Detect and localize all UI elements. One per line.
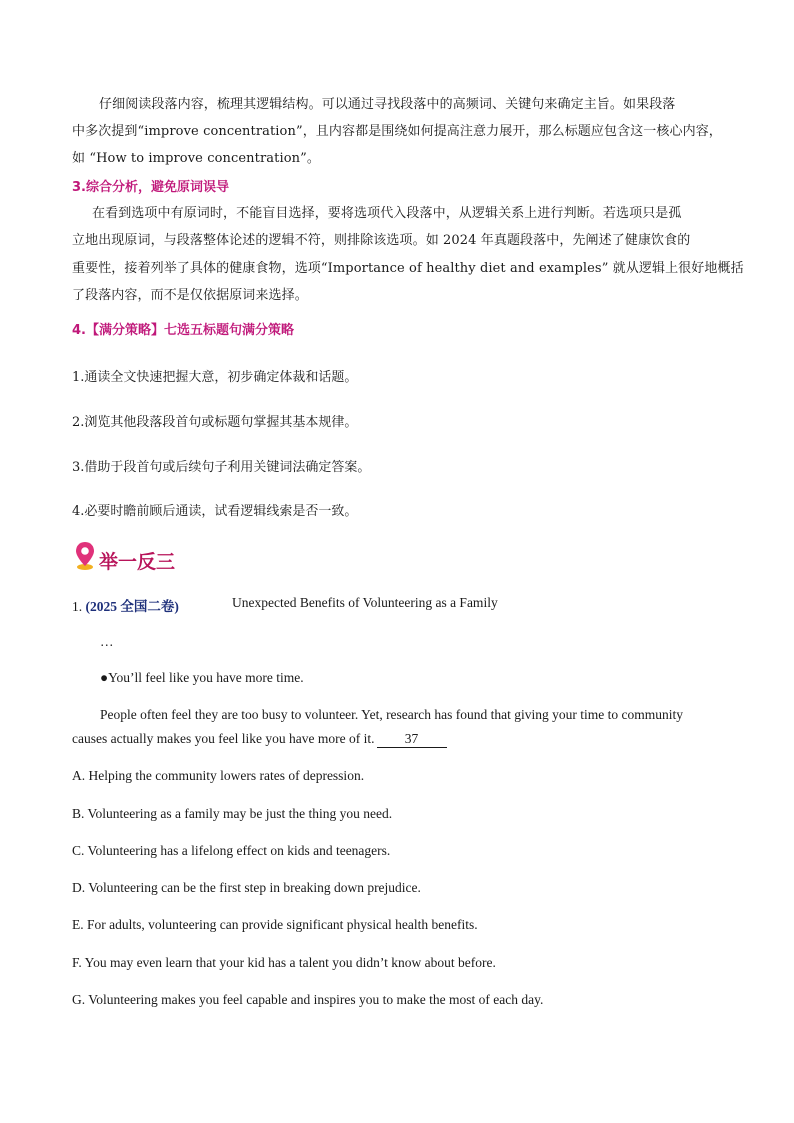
option-a: A. Helping the community lowers rates of depression. [72, 768, 365, 783]
step-3: 3.借助于段首句或后续句子利用关键词法确定答案。 [72, 460, 371, 475]
question-header [72, 595, 179, 615]
step-4: 4.必要时瞻前顾后通读，试看逻辑线索是否一致。 [72, 504, 358, 519]
step-2: 2.浏览其他段落段首句或标题句掌握其基本规律。 [72, 415, 358, 430]
passage-title: Unexpected Benefits of Volunteering as a Family [232, 595, 498, 610]
answer-blank-37[interactable]: 37 [377, 731, 447, 748]
analysis-line-1: 在看到选项中有原词时，不能盲目选择，要将选项代入段落中，从逻辑关系上进行判断。若选项只是孤 [92, 206, 682, 221]
intro-line-2: 中多次提到“improve concentration”，且内容都是围绕如何提高注意力展开，那么标题应包含这一核心内容， [72, 124, 722, 139]
option-d: D. Volunteering can be the first step in breaking down prejudice. [72, 880, 421, 895]
step-1: 1.通读全文快速把握大意，初步确定体裁和话题。 [72, 370, 358, 385]
intro-line-3: 如 “How to improve concentration”。 [72, 151, 320, 166]
option-e: E. For adults, volunteering can provide significant physical health benefits. [72, 917, 478, 932]
analysis-line-4: 了段落内容，而不是仅依据原词来选择。 [72, 288, 308, 303]
location-pin-icon [74, 541, 96, 571]
option-b: B. Volunteering as a family may be just the thing you need. [72, 806, 393, 821]
ellipsis: … [100, 634, 114, 649]
passage-line-1: People often feel they are too busy to volunteer. Yet, research has found that giving your time to community [100, 707, 683, 722]
option-f: F. You may even learn that your kid has a talent you didn’t know about before. [72, 955, 496, 970]
heading-4: 4.【满分策略】七选五标题句满分策略 [72, 323, 294, 338]
passage-line-2 [72, 731, 447, 748]
question-source: (2025 全国二卷) [85, 599, 179, 614]
analysis-line-3: 重要性，接着列举了具体的健康食物，选项“Importance of healthy diet and examples” 就从逻辑上很好地概括 [72, 261, 744, 276]
heading-3: 3.综合分析，避免原词误导 [72, 180, 229, 195]
option-c: C. Volunteering has a lifelong effect on kids and teenagers. [72, 843, 391, 858]
section-title: 举一反三 [99, 551, 176, 573]
intro-line-1: 仔细阅读段落内容，梳理其逻辑结构。可以通过寻找段落中的高频词、关键句来确定主旨。如果段落 [99, 97, 676, 112]
bullet-heading: ●You’ll feel like you have more time. [100, 670, 304, 685]
option-g: G. Volunteering makes you feel capable and inspires you to make the most of each day. [72, 992, 544, 1007]
question-number: 1. [72, 599, 83, 614]
analysis-line-2: 立地出现原词，与段落整体论述的逻辑不符，则排除该选项。如 2024 年真题段落中，先阐述了健康饮食的 [72, 233, 691, 248]
passage-line-2-text: causes actually makes you feel like you have more of it. [72, 731, 375, 746]
